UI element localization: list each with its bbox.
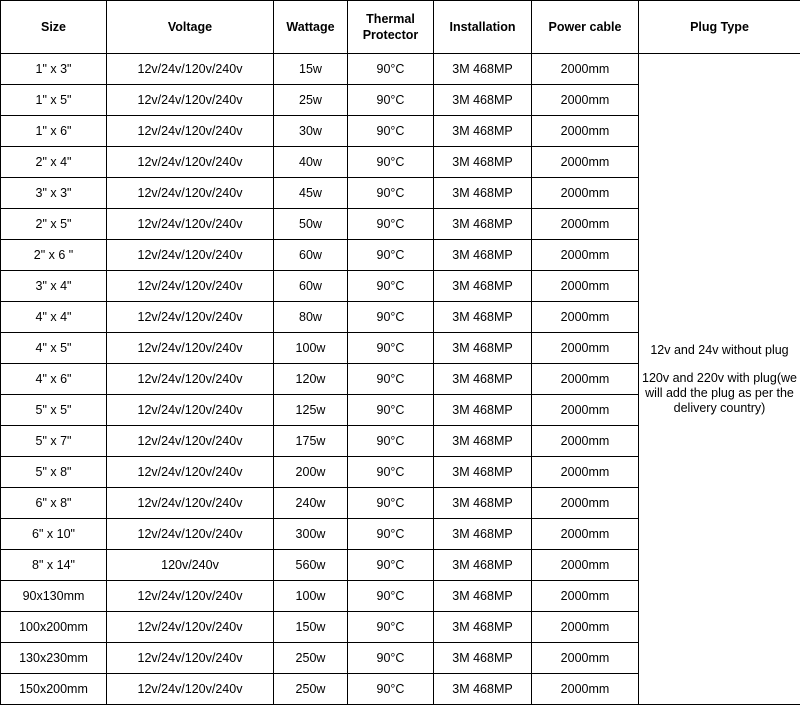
cell-voltage: 12v/24v/120v/240v [107,85,274,116]
cell-installation: 3M 468MP [434,612,532,643]
cell-power-cable: 2000mm [532,364,639,395]
cell-thermal-protector: 90°C [348,85,434,116]
cell-power-cable: 2000mm [532,147,639,178]
cell-voltage: 12v/24v/120v/240v [107,302,274,333]
cell-installation: 3M 468MP [434,178,532,209]
cell-installation: 3M 468MP [434,581,532,612]
cell-voltage: 12v/24v/120v/240v [107,364,274,395]
cell-installation: 3M 468MP [434,519,532,550]
cell-power-cable: 2000mm [532,302,639,333]
cell-size: 6" x 10" [1,519,107,550]
cell-installation: 3M 468MP [434,550,532,581]
cell-voltage: 12v/24v/120v/240v [107,240,274,271]
cell-size: 1" x 3" [1,54,107,85]
header-size: Size [1,1,107,54]
cell-power-cable: 2000mm [532,581,639,612]
cell-wattage: 80w [274,302,348,333]
cell-wattage: 200w [274,457,348,488]
cell-power-cable: 2000mm [532,54,639,85]
cell-power-cable: 2000mm [532,488,639,519]
cell-installation: 3M 468MP [434,643,532,674]
cell-size: 5" x 8" [1,457,107,488]
cell-voltage: 12v/24v/120v/240v [107,147,274,178]
cell-size: 5" x 7" [1,426,107,457]
cell-wattage: 150w [274,612,348,643]
cell-thermal-protector: 90°C [348,550,434,581]
cell-voltage: 12v/24v/120v/240v [107,116,274,147]
cell-power-cable: 2000mm [532,85,639,116]
cell-installation: 3M 468MP [434,302,532,333]
cell-wattage: 45w [274,178,348,209]
cell-size: 3" x 3" [1,178,107,209]
cell-size: 4" x 4" [1,302,107,333]
cell-size: 2" x 4" [1,147,107,178]
cell-power-cable: 2000mm [532,426,639,457]
cell-voltage: 12v/24v/120v/240v [107,54,274,85]
header-power-cable: Power cable [532,1,639,54]
cell-voltage: 12v/24v/120v/240v [107,178,274,209]
plug-note-line2: 120v and 220v with plug(we will add the plug as per the delivery country) [642,370,797,415]
header-voltage: Voltage [107,1,274,54]
cell-installation: 3M 468MP [434,116,532,147]
cell-thermal-protector: 90°C [348,581,434,612]
cell-installation: 3M 468MP [434,271,532,302]
cell-thermal-protector: 90°C [348,116,434,147]
cell-wattage: 15w [274,54,348,85]
cell-thermal-protector: 90°C [348,240,434,271]
cell-wattage: 250w [274,674,348,705]
cell-wattage: 100w [274,333,348,364]
cell-power-cable: 2000mm [532,519,639,550]
cell-voltage: 12v/24v/120v/240v [107,488,274,519]
cell-thermal-protector: 90°C [348,674,434,705]
table-row [1,54,800,85]
table-body [1,54,800,705]
cell-power-cable: 2000mm [532,550,639,581]
cell-size: 8" x 14" [1,550,107,581]
cell-power-cable: 2000mm [532,674,639,705]
cell-size: 5" x 5" [1,395,107,426]
cell-size: 150x200mm [1,674,107,705]
cell-voltage: 120v/240v [107,550,274,581]
cell-wattage: 120w [274,364,348,395]
cell-thermal-protector: 90°C [348,54,434,85]
cell-wattage: 40w [274,147,348,178]
cell-thermal-protector: 90°C [348,147,434,178]
cell-size: 100x200mm [1,612,107,643]
cell-voltage: 12v/24v/120v/240v [107,426,274,457]
cell-installation: 3M 468MP [434,147,532,178]
cell-installation: 3M 468MP [434,364,532,395]
cell-power-cable: 2000mm [532,209,639,240]
cell-thermal-protector: 90°C [348,488,434,519]
cell-wattage: 240w [274,488,348,519]
cell-thermal-protector: 90°C [348,302,434,333]
cell-thermal-protector: 90°C [348,333,434,364]
cell-size: 1" x 5" [1,85,107,116]
cell-installation: 3M 468MP [434,426,532,457]
cell-installation: 3M 468MP [434,488,532,519]
cell-size: 4" x 5" [1,333,107,364]
cell-installation: 3M 468MP [434,54,532,85]
cell-installation: 3M 468MP [434,333,532,364]
cell-power-cable: 2000mm [532,333,639,364]
header-thermal-line2: Protector [362,28,419,42]
cell-wattage: 25w [274,85,348,116]
cell-installation: 3M 468MP [434,457,532,488]
cell-size: 3" x 4" [1,271,107,302]
cell-size: 2" x 5" [1,209,107,240]
cell-thermal-protector: 90°C [348,178,434,209]
cell-voltage: 12v/24v/120v/240v [107,271,274,302]
cell-size: 90x130mm [1,581,107,612]
cell-size: 4" x 6" [1,364,107,395]
cell-voltage: 12v/24v/120v/240v [107,395,274,426]
cell-power-cable: 2000mm [532,395,639,426]
cell-installation: 3M 468MP [434,674,532,705]
cell-installation: 3M 468MP [434,240,532,271]
plug-note-line1: 12v and 24v without plug [650,342,789,357]
cell-thermal-protector: 90°C [348,612,434,643]
cell-voltage: 12v/24v/120v/240v [107,333,274,364]
cell-power-cable: 2000mm [532,271,639,302]
cell-thermal-protector: 90°C [348,271,434,302]
header-installation: Installation [434,1,532,54]
cell-wattage: 560w [274,550,348,581]
plug-type-note [639,54,800,705]
cell-power-cable: 2000mm [532,612,639,643]
cell-voltage: 12v/24v/120v/240v [107,457,274,488]
cell-power-cable: 2000mm [532,116,639,147]
cell-size: 130x230mm [1,643,107,674]
cell-wattage: 30w [274,116,348,147]
cell-wattage: 175w [274,426,348,457]
cell-voltage: 12v/24v/120v/240v [107,612,274,643]
header-thermal-line1: Thermal [366,12,415,26]
header-plug-type: Plug Type [639,1,800,54]
cell-thermal-protector: 90°C [348,519,434,550]
header-wattage: Wattage [274,1,348,54]
cell-wattage: 60w [274,240,348,271]
cell-voltage: 12v/24v/120v/240v [107,643,274,674]
cell-thermal-protector: 90°C [348,364,434,395]
header-thermal-protector [348,1,434,54]
cell-power-cable: 2000mm [532,240,639,271]
cell-voltage: 12v/24v/120v/240v [107,519,274,550]
cell-voltage: 12v/24v/120v/240v [107,674,274,705]
cell-wattage: 100w [274,581,348,612]
cell-thermal-protector: 90°C [348,643,434,674]
cell-size: 2" x 6 " [1,240,107,271]
cell-power-cable: 2000mm [532,178,639,209]
cell-wattage: 250w [274,643,348,674]
cell-installation: 3M 468MP [434,85,532,116]
cell-size: 1" x 6" [1,116,107,147]
cell-power-cable: 2000mm [532,643,639,674]
header-row [1,1,800,54]
cell-wattage: 125w [274,395,348,426]
cell-thermal-protector: 90°C [348,395,434,426]
cell-installation: 3M 468MP [434,395,532,426]
cell-voltage: 12v/24v/120v/240v [107,581,274,612]
cell-wattage: 60w [274,271,348,302]
cell-thermal-protector: 90°C [348,209,434,240]
cell-wattage: 50w [274,209,348,240]
cell-installation: 3M 468MP [434,209,532,240]
cell-thermal-protector: 90°C [348,457,434,488]
cell-voltage: 12v/24v/120v/240v [107,209,274,240]
cell-size: 6" x 8" [1,488,107,519]
cell-power-cable: 2000mm [532,457,639,488]
cell-wattage: 300w [274,519,348,550]
cell-thermal-protector: 90°C [348,426,434,457]
